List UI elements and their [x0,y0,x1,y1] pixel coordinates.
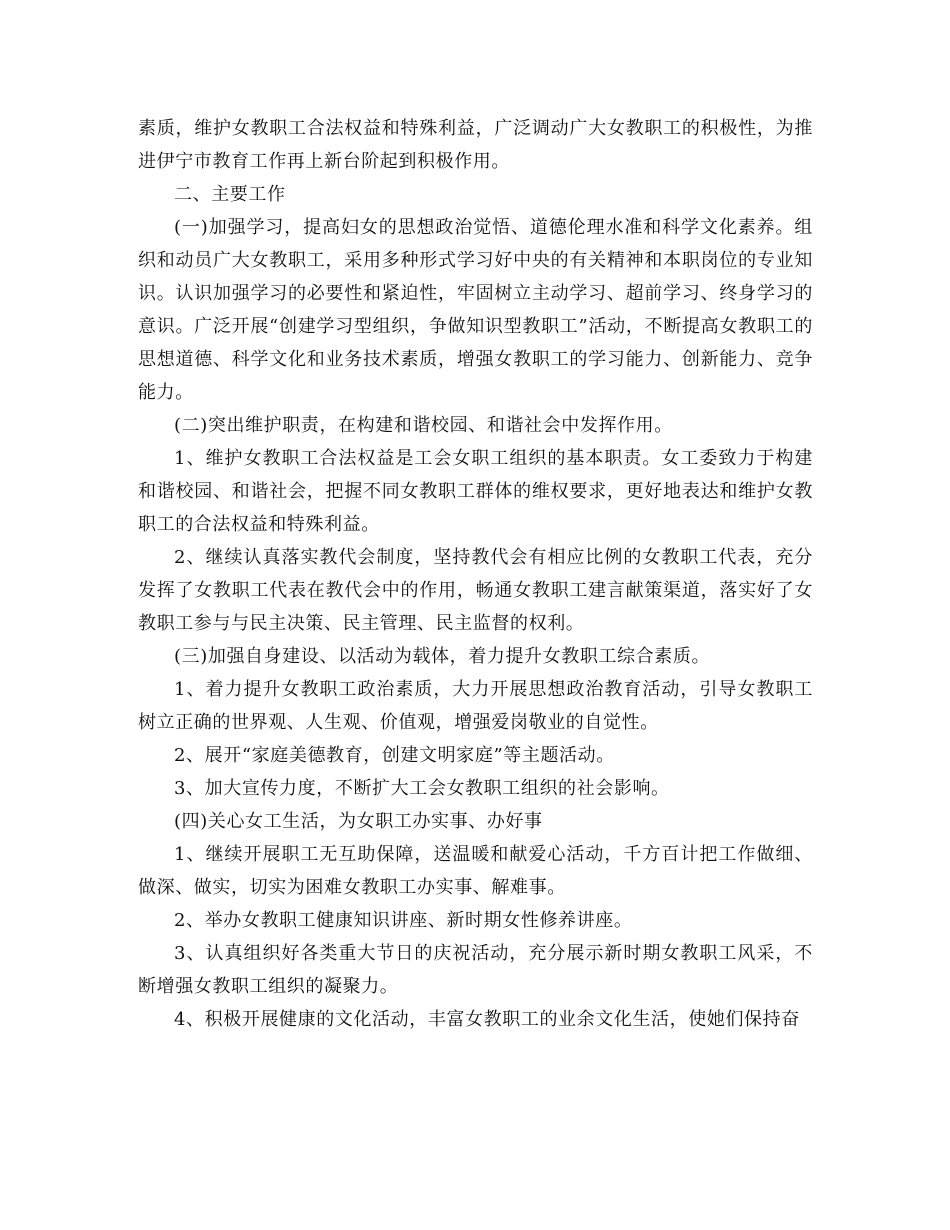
paragraph-self-building-3: 3、加大宣传力度，不断扩大工会女教职工组织的社会影响。 [174,778,670,799]
paragraph-1: 素质，维护女教职工合法权益和特殊利益，广泛调动广大女教职工的积极性，为推进伊宁市教育工作再上新台阶起到积极作用。 [138,118,813,172]
paragraph-rights-1: 1、维护女教职工合法权益是工会女职工组织的基本职责。女工委致力于构建和谐校园、和谐社会，把握不同女教职工群体的维权要求，更好地表达和维护女教职工的合法权益和特殊利益。 [138,448,813,535]
subheading-self-building: (三)加强自身建设、以活动为载体，着力提升女教职工综合素质。 [174,646,711,667]
paragraph-rights-2: 2、继续认真落实教代会制度，坚持教代会有相应比例的女教职工代表，充分发挥了女教职工代表在教代会中的作用，畅通女教职工建言献策渠道，落实好了女教职工参与与民主决策、民主管理、民主监督的权利。 [138,547,813,634]
section-heading-main-work: 二、主要工作 [174,184,286,205]
paragraph-self-building-1: 1、着力提升女教职工政治素质，大力开展思想政治教育活动，引导女教职工树立正确的世界观、人生观、价值观，增强爱岗敬业的自觉性。 [138,679,813,733]
paragraph-care-3: 3、认真组织好各类重大节日的庆祝活动，充分展示新时期女教职工风采，不断增强女教职工组织的凝聚力。 [138,943,813,997]
paragraph-care-2: 2、举办女教职工健康知识讲座、新时期女性修养讲座。 [174,910,633,931]
subheading-care: (四)关心女工生活，为女职工办实事、办好事 [174,811,543,832]
document-body [138,112,813,1036]
paragraph-care-1: 1、继续开展职工无互助保障，送温暖和献爱心活动，千方百计把工作做细、做深、做实，切实为困难女教职工办实事、解难事。 [138,844,813,898]
paragraph-study: (一)加强学习，提高妇女的思想政治觉悟、道德伦理水准和科学文化素养。组织和动员广大女教职工，采用多种形式学习好中央的有关精神和本职岗位的专业知识。认识加强学习的必要性和紧迫性，牢固树立主动学习、超前学习、终身学习的意识。广泛开展“创建学习型组织，争做知识型教职工”活动，不断提高女教职工的思想道德、科学文化和业务技术素质，增强女教职工的学习能力、创新能力、竞争能力。 [138,217,813,403]
subheading-rights: (二)突出维护职责，在构建和谐校园、和谐社会中发挥作用。 [174,415,673,436]
paragraph-self-building-2: 2、展开“家庭美德教育，创建文明家庭”等主题活动。 [174,745,615,766]
paragraph-care-4: 4、积极开展健康的文化活动，丰富女教职工的业余文化生活，使她们保持奋 [174,1009,800,1030]
